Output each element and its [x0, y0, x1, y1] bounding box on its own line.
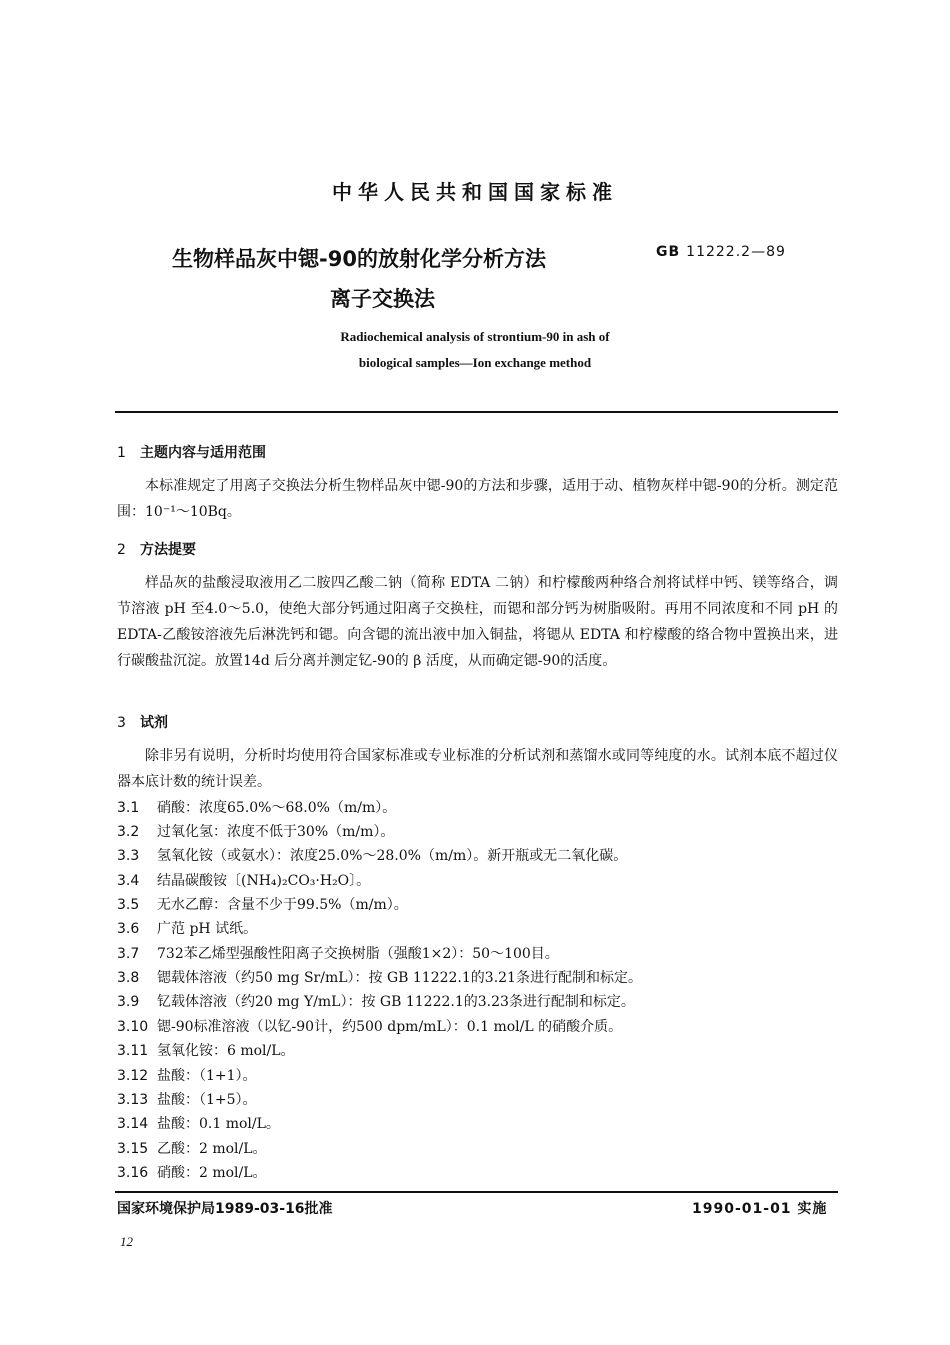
header-divider [115, 411, 838, 413]
document-subtitle: 离子交换法 [330, 287, 435, 311]
document-title: 生物样品灰中锶-90的放射化学分析方法 [172, 247, 546, 271]
standard-type-header: 中华人民共和国国家标准 [332, 180, 618, 204]
reagent-item: 3.9 钇载体溶液（约20 mg Y/mL）：按 GB 11222.1的3.23条进行配制和标定。 [117, 994, 635, 1010]
section-3-number: 3 [117, 715, 126, 731]
section-1-paragraph: 本标准规定了用离子交换法分析生物样品灰中锶-90的方法和步骤，适用于动、植物灰样中锶-90的分析。测定范围：10⁻¹～10Bq。 [117, 478, 838, 520]
reagent-item: 3.1 硝酸：浓度65.0%～68.0%（m/m）。 [117, 800, 397, 816]
section-2-heading [117, 539, 196, 559]
section-1-heading [117, 442, 266, 462]
section-2-title: 方法提要 [140, 542, 196, 558]
section-1-title: 主题内容与适用范围 [140, 445, 266, 461]
reagent-item: 3.6 广范 pH 试纸。 [117, 921, 258, 937]
section-2-number: 2 [117, 542, 126, 558]
section-1-number: 1 [117, 445, 126, 461]
section-3-heading [117, 712, 168, 732]
english-title-line2: biological samples—Ion exchange method [358, 355, 592, 370]
reagent-item: 3.14 盐酸：0.1 mol/L。 [117, 1116, 280, 1132]
page-number: 12 [120, 1234, 133, 1249]
section-3-paragraph: 除非另有说明，分析时均使用符合国家标准或专业标准的分析试剂和蒸馏水或同等纯度的水。试剂本底不超过仪器本底计数的统计误差。 [117, 748, 838, 790]
reagent-item: 3.5 无水乙醇：含量不少于99.5%（m/m）。 [117, 897, 408, 913]
reagent-item: 3.3 氢氧化铵（或氨水）：浓度25.0%～28.0%（m/m）。新开瓶或无二氧化碳。 [117, 848, 628, 864]
standard-code [656, 244, 786, 260]
reagent-item: 3.4 结晶碳酸铵〔(NH₄)₂CO₃·H₂O〕。 [117, 873, 371, 889]
reagent-item: 3.12 盐酸：（1+1）。 [117, 1068, 257, 1084]
reagent-item: 3.8 锶载体溶液（约50 mg Sr/mL）：按 GB 11222.1的3.21条进行配制和标定。 [117, 970, 642, 986]
reagent-item: 3.15 乙酸：2 mol/L。 [117, 1141, 267, 1157]
reagent-item: 3.10 锶-90标准溶液（以钇-90计，约500 dpm/mL）：0.1 mol/L 的硝酸介质。 [117, 1019, 623, 1035]
approval-info: 国家环境保护局1989-03-16批准 [117, 1201, 333, 1217]
reagent-item: 3.2 过氧化氢：浓度不低于30%（m/m）。 [117, 824, 395, 840]
reagent-item: 3.11 氢氧化铵：6 mol/L。 [117, 1043, 295, 1059]
section-3-title: 试剂 [140, 715, 168, 731]
reagent-item: 3.16 硝酸：2 mol/L。 [117, 1165, 267, 1181]
standard-code-prefix: GB [656, 244, 681, 260]
reagent-item: 3.7 732苯乙烯型强酸性阳离子交换树脂（强酸1×2）：50～100目。 [117, 946, 559, 962]
implementation-date: 1990-01-01 实施 [692, 1201, 828, 1217]
footer-divider [115, 1191, 838, 1193]
english-title-line1: Radiochemical analysis of strontium-90 in ash of [340, 329, 610, 344]
reagent-item: 3.13 盐酸：（1+5）。 [117, 1092, 257, 1108]
standard-code-number: 11222.2—89 [686, 244, 786, 260]
section-2-paragraph: 样品灰的盐酸浸取液用乙二胺四乙酸二钠（简称 EDTA 二钠）和柠檬酸两种络合剂将试样中钙、镁等络合，调节溶液 pH 至4.0～5.0，使绝大部分钙通过阳离子交换柱，而锶和部分钙为树脂吸附。再用不同浓度和不同 pH 的 EDTA-乙酸铵溶液先后淋洗钙和锶。向含锶的流出液中加入铜盐，将锶从 EDTA 和柠檬酸的络合物中置换出来，进行碳酸盐沉淀。放置14d 后分离并测定钇-90的 β 活度，从而确定锶-90的活度。 [117, 575, 838, 669]
